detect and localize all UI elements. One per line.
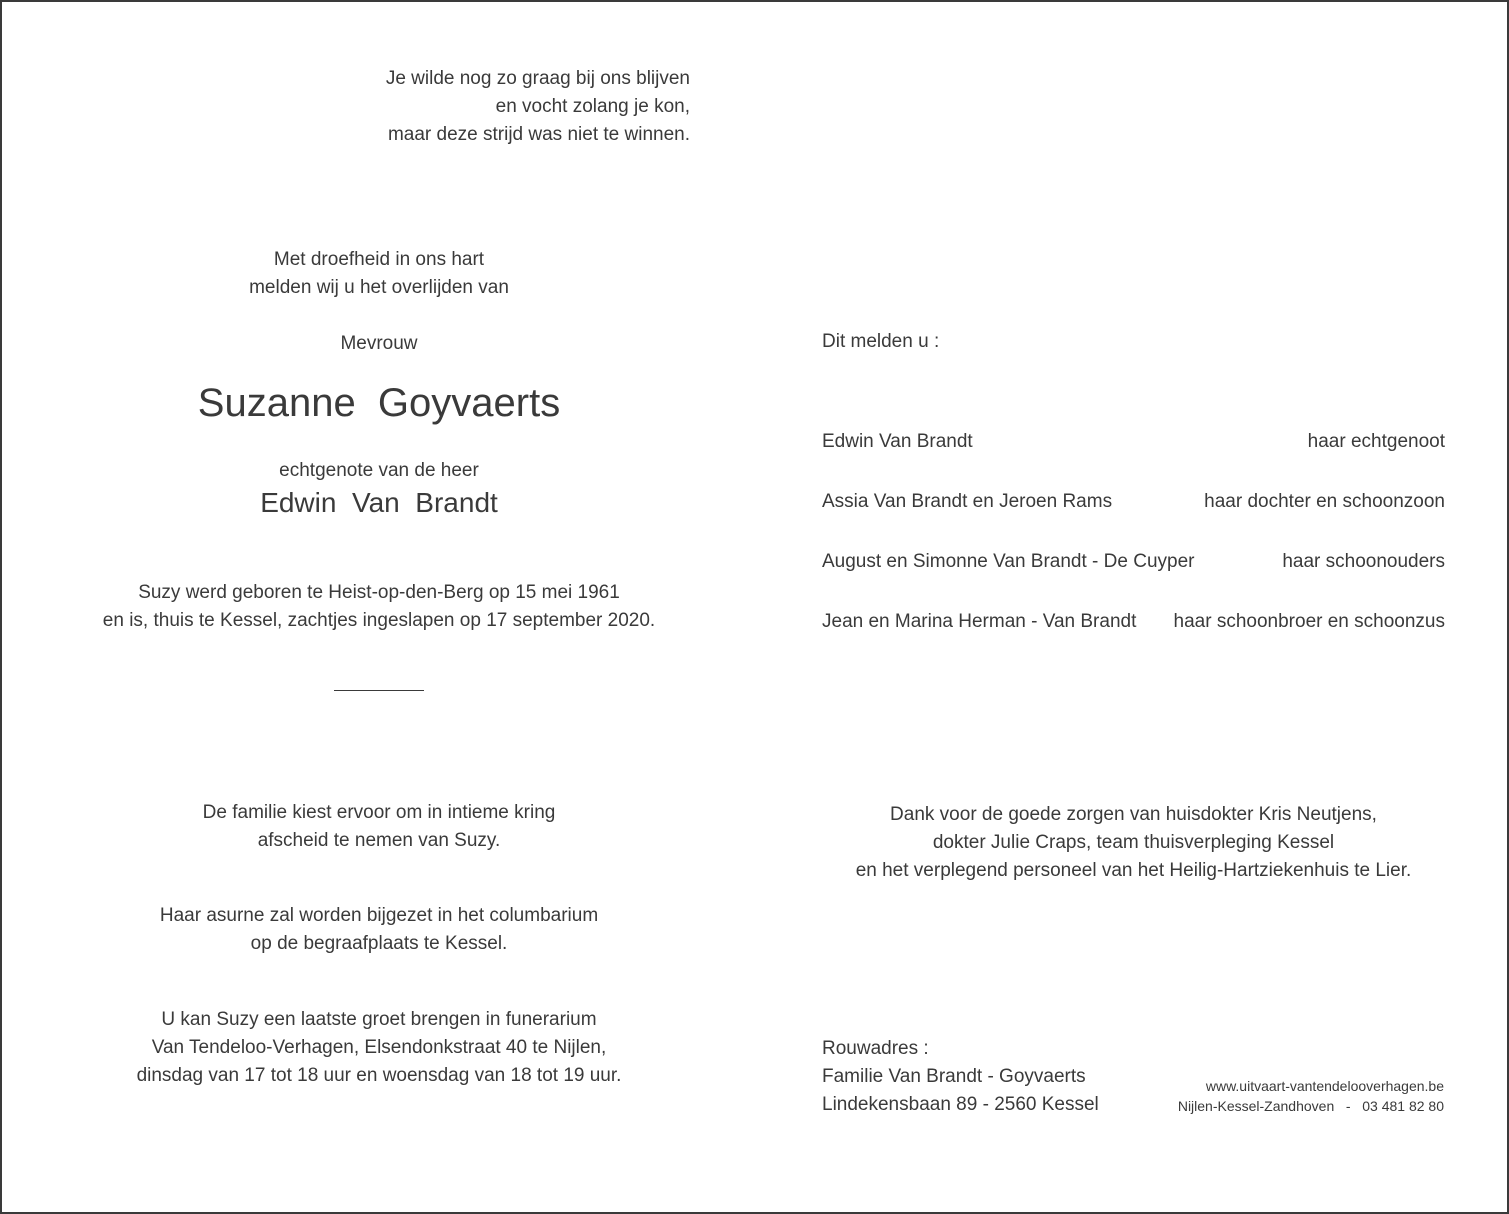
thanks-line: en het verplegend personeel van het Heilig-Hartziekenhuis te Lier.: [855, 860, 1412, 881]
intro-line: melden wij u het overlijden van: [249, 277, 509, 298]
address-family: Familie Van Brandt - Goyvaerts: [822, 1066, 1086, 1087]
spouse-name: Edwin Van Brandt: [260, 487, 498, 518]
urn-line: op de begraafplaats te Kessel.: [250, 933, 508, 954]
family-member-name: Edwin Van Brandt: [822, 431, 973, 452]
undertaker-website: www.uitvaart-vantendelooverhagen.be: [1205, 1078, 1444, 1094]
announcement-label: Dit melden u :: [822, 331, 940, 352]
death-announcement-intro: [79, 246, 679, 302]
mourning-address: [822, 1035, 1099, 1119]
visit-line: dinsdag van 17 tot 18 uur en woensdag van 18 tot 19 uur.: [136, 1065, 622, 1086]
thanks-line: dokter Julie Craps, team thuisverpleging Kessel: [932, 832, 1335, 853]
undertaker-contact: Nijlen-Kessel-Zandhoven - 03 481 82 80: [1177, 1098, 1444, 1114]
visit-line: Van Tendeloo-Verhagen, Elsendonkstraat 40 te Nijlen,: [151, 1037, 607, 1058]
urn-info: [79, 902, 679, 958]
family-member-relation: haar schoonbroer en schoonzus: [1173, 611, 1445, 632]
family-member-name: Assia Van Brandt en Jeroen Rams: [822, 491, 1113, 512]
deceased-title: Mevrouw: [340, 333, 418, 354]
spouse-intro: echtgenote van de heer: [279, 460, 479, 481]
deceased-name: Suzanne Goyvaerts: [197, 381, 561, 425]
family-row: [822, 608, 1445, 636]
farewell-line: De familie kiest ervoor om in intieme kring: [202, 802, 556, 823]
family-row: [822, 428, 1445, 456]
birth-line: Suzy werd geboren te Heist-op-den-Berg op 15 mei 1961: [138, 582, 620, 603]
poem-line: maar deze strijd was niet te winnen.: [387, 124, 690, 145]
separator-line: [334, 690, 424, 691]
death-line: en is, thuis te Kessel, zachtjes ingeslapen op 17 september 2020.: [102, 610, 656, 631]
family-row: [822, 488, 1445, 516]
farewell-info: [79, 799, 679, 855]
intro-line: Met droefheid in ons hart: [273, 249, 485, 270]
poem-line: en vocht zolang je kon,: [495, 96, 690, 117]
family-row: [822, 548, 1445, 576]
undertaker-info: [1102, 1076, 1444, 1116]
address-label: Rouwadres :: [822, 1038, 929, 1059]
birth-death-info: [79, 579, 679, 635]
family-member-relation: haar echtgenoot: [1307, 431, 1445, 452]
poem-line: Je wilde nog zo graag bij ons blijven: [385, 68, 690, 89]
family-member-relation: haar dochter en schoonzoon: [1204, 491, 1445, 512]
visit-line: U kan Suzy een laatste groet brengen in funerarium: [161, 1009, 597, 1030]
address-street: Lindekensbaan 89 - 2560 Kessel: [822, 1094, 1099, 1115]
thanks-message: [822, 801, 1445, 885]
family-member-name: August en Simonne Van Brandt - De Cuyper: [822, 551, 1195, 572]
urn-line: Haar asurne zal worden bijgezet in het columbarium: [159, 905, 599, 926]
thanks-line: Dank voor de goede zorgen van huisdokter Kris Neutjens,: [890, 804, 1377, 825]
poem: [252, 65, 690, 149]
visitation-info: [79, 1006, 679, 1090]
family-member-name: Jean en Marina Herman - Van Brandt: [822, 611, 1137, 632]
family-member-relation: haar schoonouders: [1282, 551, 1445, 572]
farewell-line: afscheid te nemen van Suzy.: [257, 830, 501, 851]
